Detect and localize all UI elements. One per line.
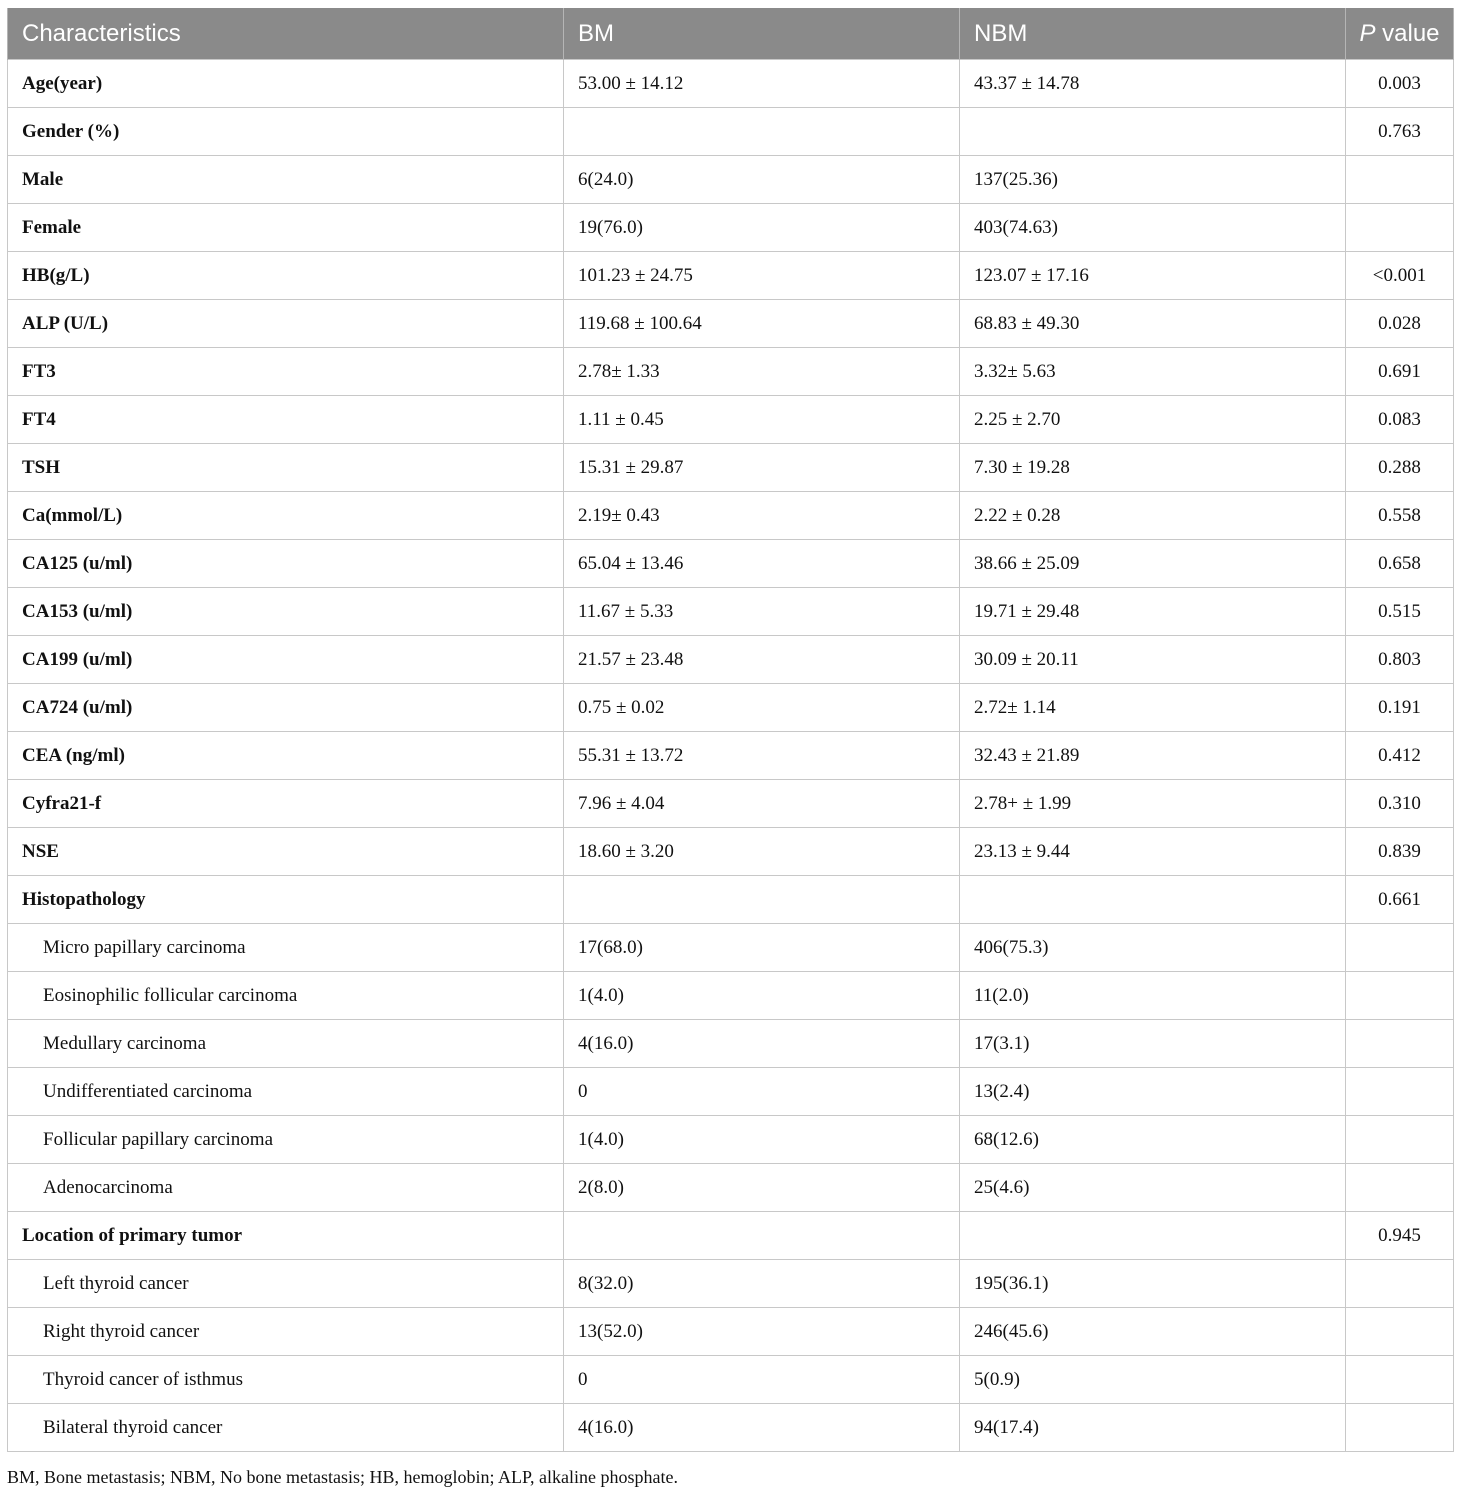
row-label: Follicular papillary carcinoma <box>8 1116 564 1164</box>
row-label: ALP (U/L) <box>8 300 564 348</box>
row-label: Thyroid cancer of isthmus <box>8 1356 564 1404</box>
row-nbm-value: 38.66 ± 25.09 <box>960 540 1346 588</box>
table-row <box>8 1164 1454 1212</box>
characteristics-table <box>7 8 1454 1452</box>
table-row <box>8 1068 1454 1116</box>
table-row <box>8 444 1454 492</box>
table-row <box>8 828 1454 876</box>
row-bm-value: 21.57 ± 23.48 <box>564 636 960 684</box>
row-label: CA199 (u/ml) <box>8 636 564 684</box>
row-label: CA125 (u/ml) <box>8 540 564 588</box>
table-row <box>8 924 1454 972</box>
row-nbm-value: 403(74.63) <box>960 204 1346 252</box>
row-bm-value: 53.00 ± 14.12 <box>564 60 960 108</box>
row-label: TSH <box>8 444 564 492</box>
row-nbm-value: 2.25 ± 2.70 <box>960 396 1346 444</box>
row-label: CA153 (u/ml) <box>8 588 564 636</box>
row-bm-value: 8(32.0) <box>564 1260 960 1308</box>
row-nbm-value: 406(75.3) <box>960 924 1346 972</box>
row-nbm-value: 19.71 ± 29.48 <box>960 588 1346 636</box>
row-nbm-value: 43.37 ± 14.78 <box>960 60 1346 108</box>
row-bm-value: 18.60 ± 3.20 <box>564 828 960 876</box>
table-row <box>8 636 1454 684</box>
row-bm-value: 101.23 ± 24.75 <box>564 252 960 300</box>
row-p-value: 0.763 <box>1346 108 1454 156</box>
row-bm-value: 55.31 ± 13.72 <box>564 732 960 780</box>
header-p-italic: P <box>1359 19 1376 47</box>
row-label: Ca(mmol/L) <box>8 492 564 540</box>
table-row <box>8 876 1454 924</box>
table-footnote: BM, Bone metastasis; NBM, No bone metastasis; HB, hemoglobin; ALP, alkaline phosphate. <box>7 1467 678 1487</box>
row-nbm-value: 123.07 ± 17.16 <box>960 252 1346 300</box>
table-row <box>8 60 1454 108</box>
row-bm-value <box>564 876 960 924</box>
row-nbm-value: 68.83 ± 49.30 <box>960 300 1346 348</box>
row-p-value: 0.691 <box>1346 348 1454 396</box>
header-p-value <box>1346 8 1454 60</box>
row-bm-value <box>564 1212 960 1260</box>
row-bm-value: 0 <box>564 1068 960 1116</box>
row-nbm-value: 5(0.9) <box>960 1356 1346 1404</box>
header-p-rest: value <box>1375 19 1440 47</box>
row-label: Eosinophilic follicular carcinoma <box>8 972 564 1020</box>
row-p-value: 0.412 <box>1346 732 1454 780</box>
characteristics-table-container <box>7 8 1453 1452</box>
table-row <box>8 1260 1454 1308</box>
table-header <box>8 8 1454 60</box>
row-label: Undifferentiated carcinoma <box>8 1068 564 1116</box>
header-nbm: NBM <box>960 8 1346 60</box>
row-nbm-value: 11(2.0) <box>960 972 1346 1020</box>
row-nbm-value: 17(3.1) <box>960 1020 1346 1068</box>
header-characteristics: Characteristics <box>8 8 564 60</box>
table-row <box>8 972 1454 1020</box>
row-nbm-value: 7.30 ± 19.28 <box>960 444 1346 492</box>
row-p-value: 0.003 <box>1346 60 1454 108</box>
row-bm-value: 13(52.0) <box>564 1308 960 1356</box>
row-bm-value: 7.96 ± 4.04 <box>564 780 960 828</box>
row-nbm-value: 2.72± 1.14 <box>960 684 1346 732</box>
row-bm-value: 119.68 ± 100.64 <box>564 300 960 348</box>
row-bm-value: 1(4.0) <box>564 972 960 1020</box>
row-nbm-value: 68(12.6) <box>960 1116 1346 1164</box>
row-label: Left thyroid cancer <box>8 1260 564 1308</box>
table-row <box>8 348 1454 396</box>
table-row <box>8 1404 1454 1452</box>
row-nbm-value: 3.32± 5.63 <box>960 348 1346 396</box>
row-bm-value: 1(4.0) <box>564 1116 960 1164</box>
row-label: Location of primary tumor <box>8 1212 564 1260</box>
row-p-value: 0.191 <box>1346 684 1454 732</box>
row-p-value <box>1346 204 1454 252</box>
row-p-value <box>1346 1356 1454 1404</box>
row-p-value: 0.558 <box>1346 492 1454 540</box>
row-p-value <box>1346 1260 1454 1308</box>
row-p-value: 0.083 <box>1346 396 1454 444</box>
table-row <box>8 588 1454 636</box>
row-nbm-value: 30.09 ± 20.11 <box>960 636 1346 684</box>
table-row <box>8 780 1454 828</box>
table-row <box>8 1356 1454 1404</box>
row-label: CEA (ng/ml) <box>8 732 564 780</box>
row-p-value: 0.658 <box>1346 540 1454 588</box>
row-p-value: 0.028 <box>1346 300 1454 348</box>
row-label: Bilateral thyroid cancer <box>8 1404 564 1452</box>
row-bm-value: 2.78± 1.33 <box>564 348 960 396</box>
row-p-value: 0.310 <box>1346 780 1454 828</box>
table-row <box>8 1020 1454 1068</box>
row-label: Adenocarcinoma <box>8 1164 564 1212</box>
row-bm-value: 1.11 ± 0.45 <box>564 396 960 444</box>
row-bm-value: 0 <box>564 1356 960 1404</box>
row-p-value <box>1346 924 1454 972</box>
row-label: Right thyroid cancer <box>8 1308 564 1356</box>
row-label: CA724 (u/ml) <box>8 684 564 732</box>
row-label: Cyfra21-f <box>8 780 564 828</box>
row-nbm-value: 13(2.4) <box>960 1068 1346 1116</box>
table-row <box>8 1308 1454 1356</box>
row-p-value <box>1346 972 1454 1020</box>
row-label: Micro papillary carcinoma <box>8 924 564 972</box>
row-bm-value: 19(76.0) <box>564 204 960 252</box>
row-bm-value: 11.67 ± 5.33 <box>564 588 960 636</box>
row-bm-value: 2(8.0) <box>564 1164 960 1212</box>
table-row <box>8 396 1454 444</box>
header-bm: BM <box>564 8 960 60</box>
row-label: Female <box>8 204 564 252</box>
table-row <box>8 108 1454 156</box>
table-row <box>8 156 1454 204</box>
row-nbm-value: 246(45.6) <box>960 1308 1346 1356</box>
row-p-value <box>1346 1164 1454 1212</box>
row-p-value: 0.661 <box>1346 876 1454 924</box>
row-bm-value: 6(24.0) <box>564 156 960 204</box>
row-label: FT4 <box>8 396 564 444</box>
row-bm-value: 65.04 ± 13.46 <box>564 540 960 588</box>
row-label: HB(g/L) <box>8 252 564 300</box>
row-p-value: 0.515 <box>1346 588 1454 636</box>
row-p-value: 0.803 <box>1346 636 1454 684</box>
row-nbm-value: 25(4.6) <box>960 1164 1346 1212</box>
row-p-value: 0.945 <box>1346 1212 1454 1260</box>
row-label: Gender (%) <box>8 108 564 156</box>
row-bm-value: 0.75 ± 0.02 <box>564 684 960 732</box>
row-p-value <box>1346 1020 1454 1068</box>
row-nbm-value: 32.43 ± 21.89 <box>960 732 1346 780</box>
row-nbm-value <box>960 108 1346 156</box>
row-bm-value: 4(16.0) <box>564 1020 960 1068</box>
table-row <box>8 1116 1454 1164</box>
row-bm-value <box>564 108 960 156</box>
row-label: NSE <box>8 828 564 876</box>
table-row <box>8 1212 1454 1260</box>
table-row <box>8 732 1454 780</box>
row-label: Age(year) <box>8 60 564 108</box>
row-nbm-value <box>960 876 1346 924</box>
row-p-value <box>1346 1116 1454 1164</box>
table-row <box>8 540 1454 588</box>
row-p-value <box>1346 1404 1454 1452</box>
table-row <box>8 300 1454 348</box>
row-nbm-value: 137(25.36) <box>960 156 1346 204</box>
row-bm-value: 15.31 ± 29.87 <box>564 444 960 492</box>
row-p-value <box>1346 1308 1454 1356</box>
row-p-value: 0.288 <box>1346 444 1454 492</box>
row-p-value <box>1346 1068 1454 1116</box>
table-row <box>8 252 1454 300</box>
table-body <box>8 60 1454 1452</box>
table-row <box>8 684 1454 732</box>
row-nbm-value <box>960 1212 1346 1260</box>
row-bm-value: 4(16.0) <box>564 1404 960 1452</box>
row-label: FT3 <box>8 348 564 396</box>
row-nbm-value: 94(17.4) <box>960 1404 1346 1452</box>
row-nbm-value: 2.22 ± 0.28 <box>960 492 1346 540</box>
row-label: Histopathology <box>8 876 564 924</box>
row-label: Medullary carcinoma <box>8 1020 564 1068</box>
row-bm-value: 17(68.0) <box>564 924 960 972</box>
row-nbm-value: 2.78+ ± 1.99 <box>960 780 1346 828</box>
row-p-value: 0.839 <box>1346 828 1454 876</box>
row-p-value <box>1346 156 1454 204</box>
table-row <box>8 492 1454 540</box>
row-label: Male <box>8 156 564 204</box>
row-p-value: <0.001 <box>1346 252 1454 300</box>
row-nbm-value: 195(36.1) <box>960 1260 1346 1308</box>
row-nbm-value: 23.13 ± 9.44 <box>960 828 1346 876</box>
row-bm-value: 2.19± 0.43 <box>564 492 960 540</box>
table-row <box>8 204 1454 252</box>
header-row <box>8 8 1454 60</box>
